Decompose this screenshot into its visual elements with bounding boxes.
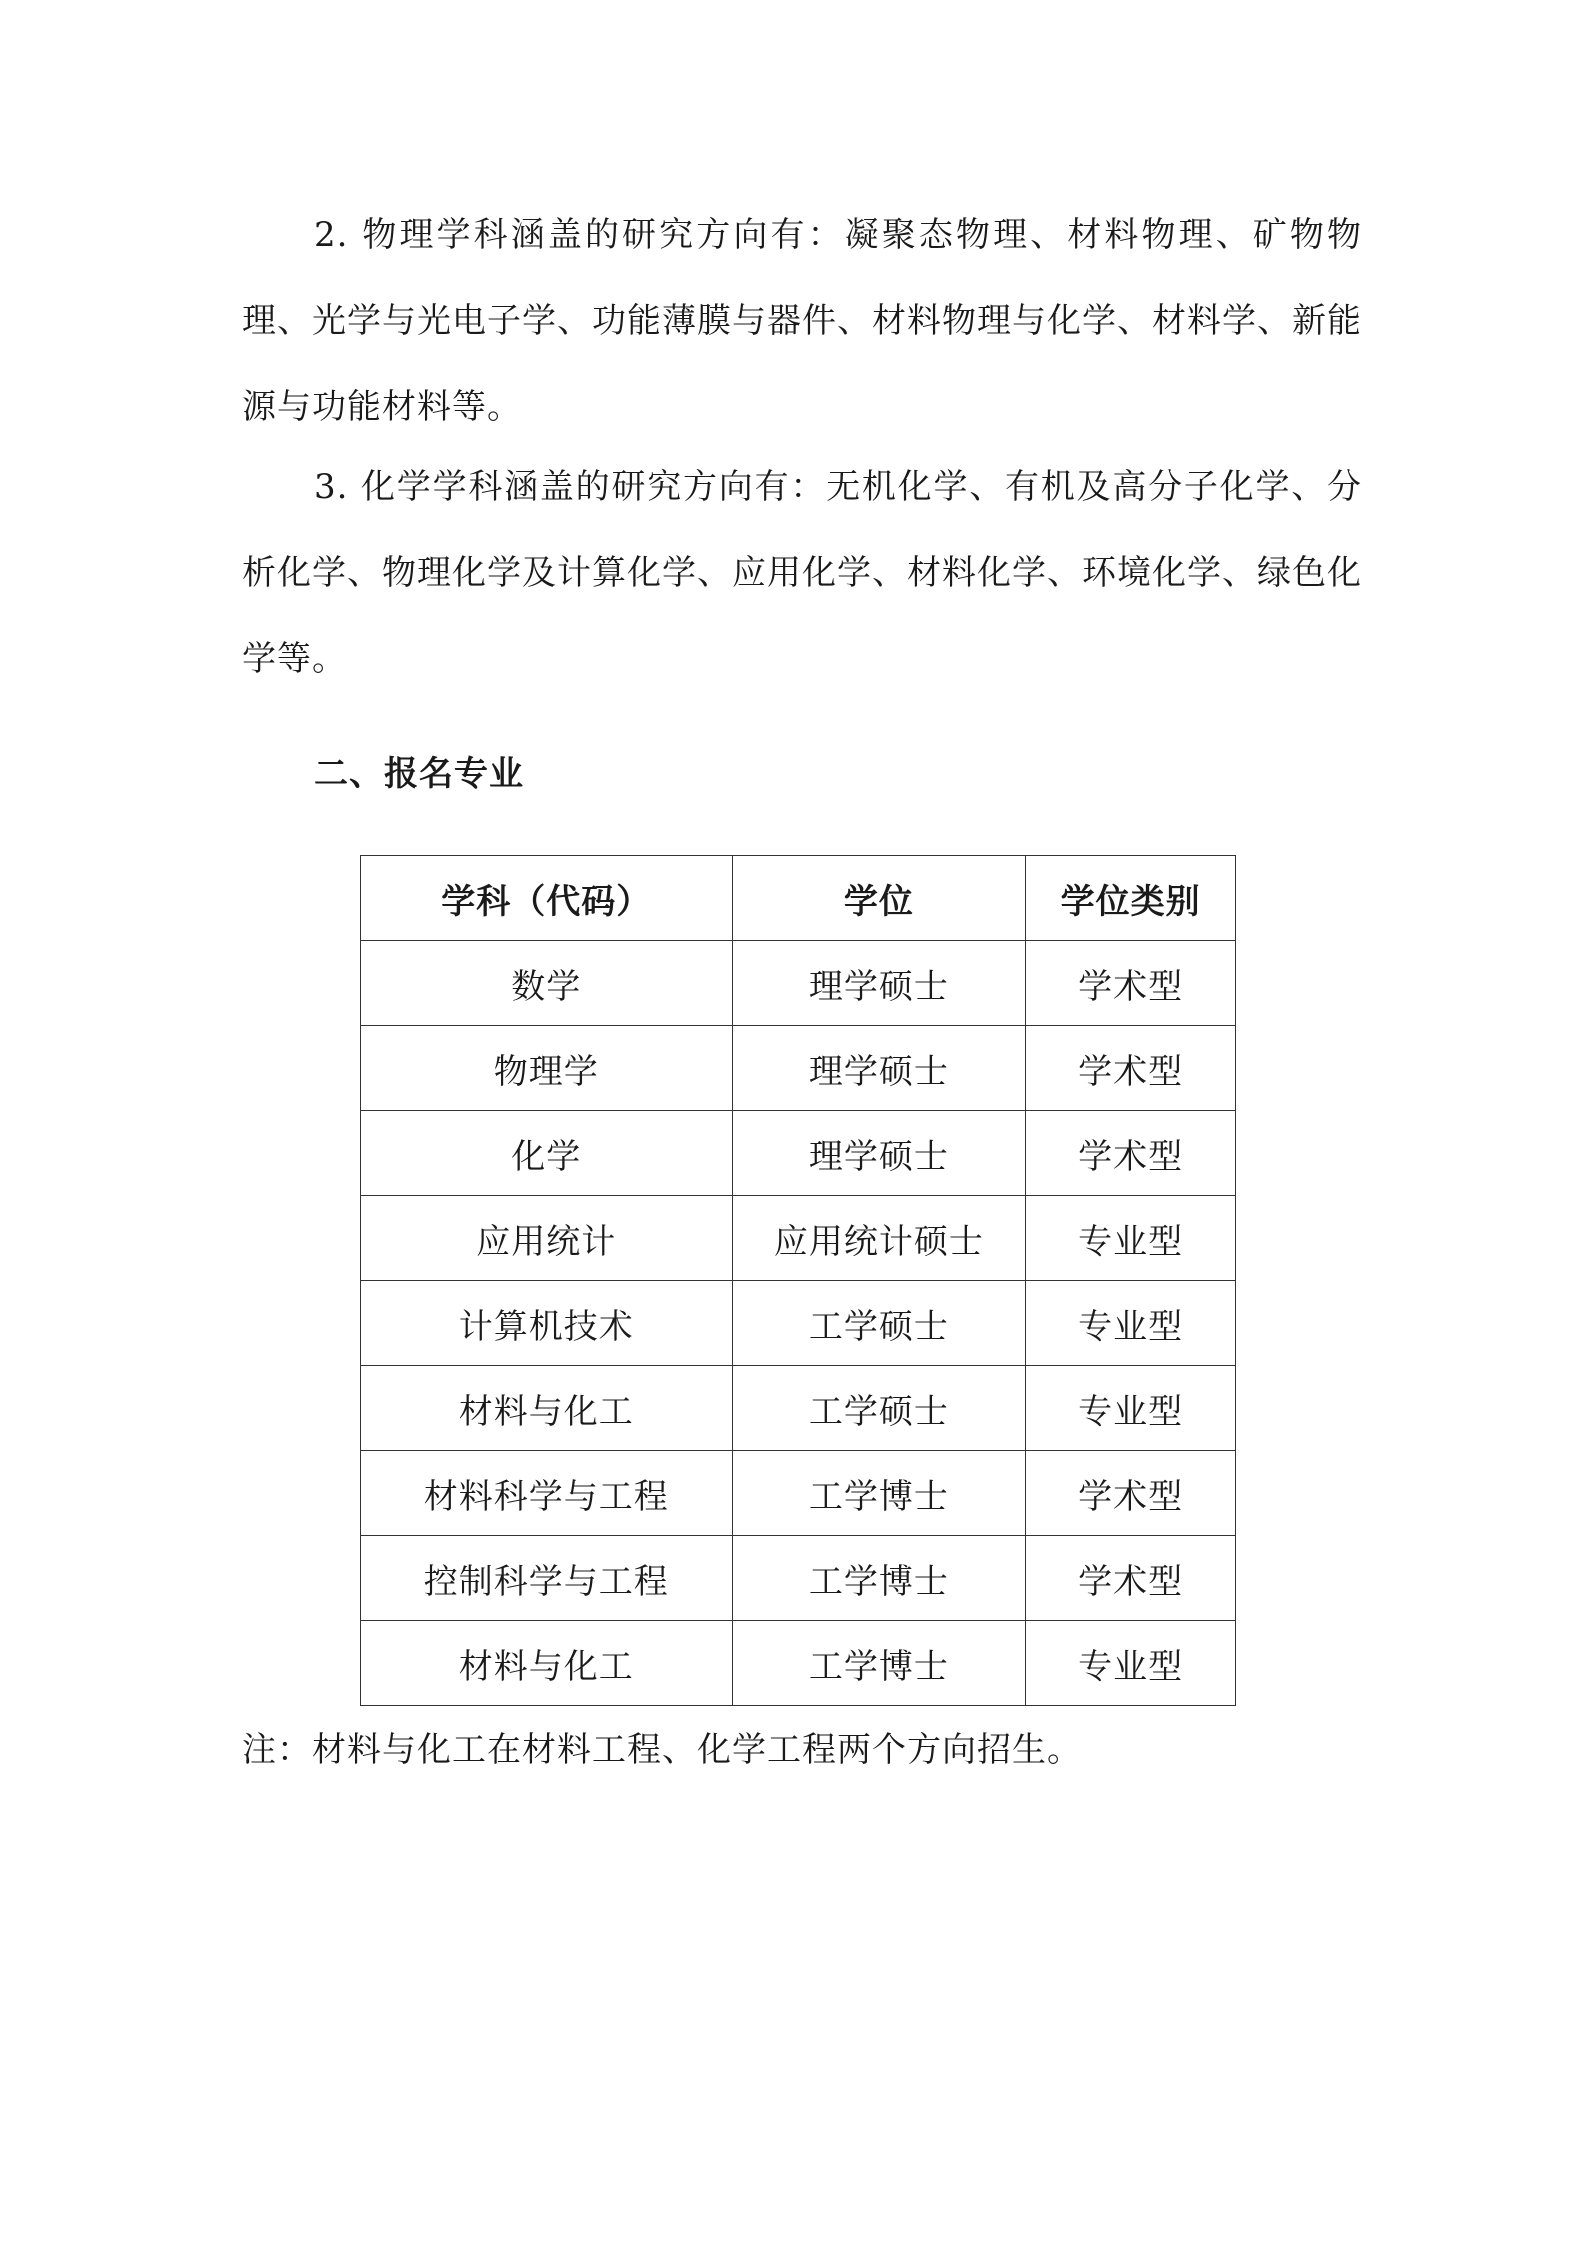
cell-subject: 化学 [361, 1111, 733, 1196]
table-row [361, 1111, 1236, 1196]
cell-degree-type: 专业型 [1026, 1196, 1236, 1281]
cell-subject: 控制科学与工程 [361, 1536, 733, 1621]
cell-degree-type: 专业型 [1026, 1281, 1236, 1366]
header-degree-type: 学位类别 [1026, 856, 1236, 941]
cell-degree: 理学硕士 [732, 1026, 1026, 1111]
table-row [361, 1536, 1236, 1621]
table-header-row [361, 856, 1236, 941]
cell-degree: 工学博士 [732, 1621, 1026, 1706]
cell-degree-type: 专业型 [1026, 1621, 1236, 1706]
cell-degree-type: 学术型 [1026, 941, 1236, 1026]
cell-degree-type: 专业型 [1026, 1366, 1236, 1451]
cell-degree: 理学硕士 [732, 1111, 1026, 1196]
paragraph-physics-directions: 2. 物理学科涵盖的研究方向有：凝聚态物理、材料物理、矿物物理、光学与光电子学、功能薄膜与器件、材料物理与化学、材料学、新能源与功能材料等。 [242, 215, 1362, 427]
cell-degree: 工学硕士 [732, 1281, 1026, 1366]
header-subject: 学科（代码） [361, 856, 733, 941]
table-row [361, 1451, 1236, 1536]
table-row [361, 941, 1236, 1026]
table-row [361, 1281, 1236, 1366]
cell-subject: 材料与化工 [361, 1366, 733, 1451]
cell-subject: 物理学 [361, 1026, 733, 1111]
cell-degree-type: 学术型 [1026, 1111, 1236, 1196]
table-row [361, 1621, 1236, 1706]
cell-degree-type: 学术型 [1026, 1026, 1236, 1111]
cell-subject: 材料与化工 [361, 1621, 733, 1706]
majors-table [360, 855, 1236, 1706]
cell-degree: 工学博士 [732, 1451, 1026, 1536]
paragraph-chemistry-directions: 3. 化学学科涵盖的研究方向有：无机化学、有机及高分子化学、分析化学、物理化学及计算化学、应用化学、材料化学、环境化学、绿色化学等。 [242, 467, 1362, 679]
cell-degree-type: 学术型 [1026, 1536, 1236, 1621]
cell-subject: 计算机技术 [361, 1281, 733, 1366]
cell-degree: 工学博士 [732, 1536, 1026, 1621]
cell-degree: 应用统计硕士 [732, 1196, 1026, 1281]
section-heading: 二、报名专业 [314, 754, 524, 794]
table-row [361, 1366, 1236, 1451]
cell-degree: 工学硕士 [732, 1366, 1026, 1451]
cell-subject: 数学 [361, 941, 733, 1026]
table-row [361, 1196, 1236, 1281]
cell-subject: 应用统计 [361, 1196, 733, 1281]
cell-degree-type: 学术型 [1026, 1451, 1236, 1536]
table-note: 注：材料与化工在材料工程、化学工程两个方向招生。 [242, 1730, 1082, 1770]
table-row [361, 1026, 1236, 1111]
cell-degree: 理学硕士 [732, 941, 1026, 1026]
header-degree: 学位 [732, 856, 1026, 941]
cell-subject: 材料科学与工程 [361, 1451, 733, 1536]
